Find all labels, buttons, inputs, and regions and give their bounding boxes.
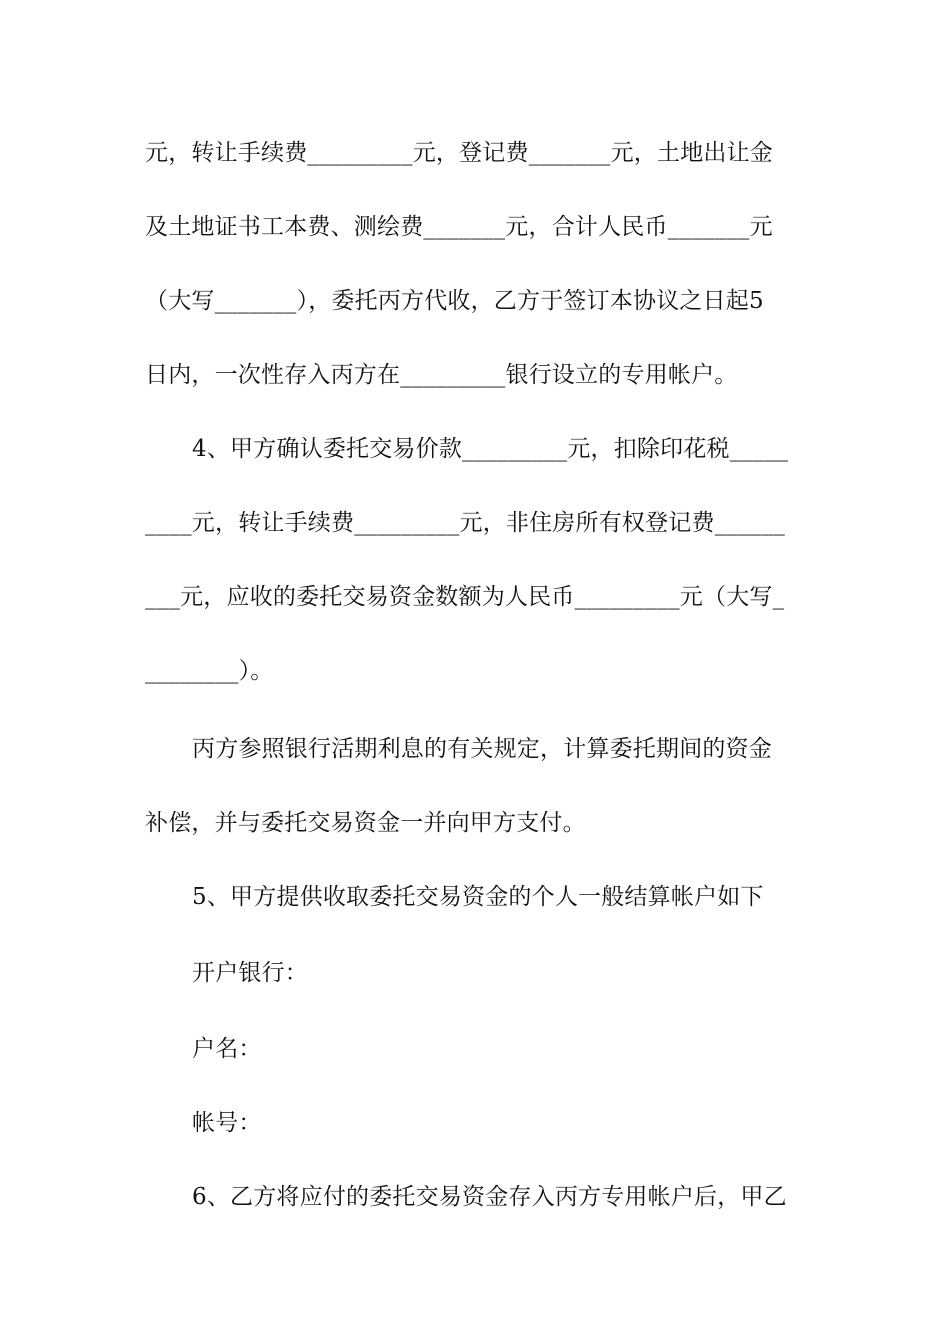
text-line-12: 开户银行： (192, 960, 308, 986)
text-line-14: 帐号： (192, 1110, 262, 1136)
text-line-9: 丙方参照银行活期利息的有关规定，计算委托期间的资金 (192, 736, 772, 762)
text-line-4: 日内，一次性存入丙方在_________银行设立的专用帐户。 (145, 362, 738, 388)
text-line-3: （大写_______），委托丙方代收，乙方于签订本协议之日起5 (145, 288, 764, 314)
text-line-8: ________）。 (145, 658, 274, 684)
text-line-6: ____元，转让手续费_________元，非住房所有权登记费______ (145, 510, 785, 536)
text-line-2: 及土地证书工本费、测绘费_______元，合计人民币_______元 (145, 214, 773, 240)
text-line-15: 6、乙方将应付的委托交易资金存入丙方专用帐户后，甲乙 (192, 1184, 787, 1210)
text-line-11: 5、甲方提供收取委托交易资金的个人一般结算帐户如下 (192, 884, 764, 910)
text-line-13: 户名： (192, 1036, 262, 1062)
text-line-5: 4、甲方确认委托交易价款_________元，扣除印花税_____ (192, 436, 789, 462)
text-line-7: ___元，应收的委托交易资金数额为人民币_________元（大写_ (145, 584, 785, 610)
text-line-1: 元，转让手续费_________元，登记费_______元，土地出让金 (145, 140, 773, 166)
text-line-10: 补偿，并与委托交易资金一并向甲方支付。 (145, 810, 586, 836)
